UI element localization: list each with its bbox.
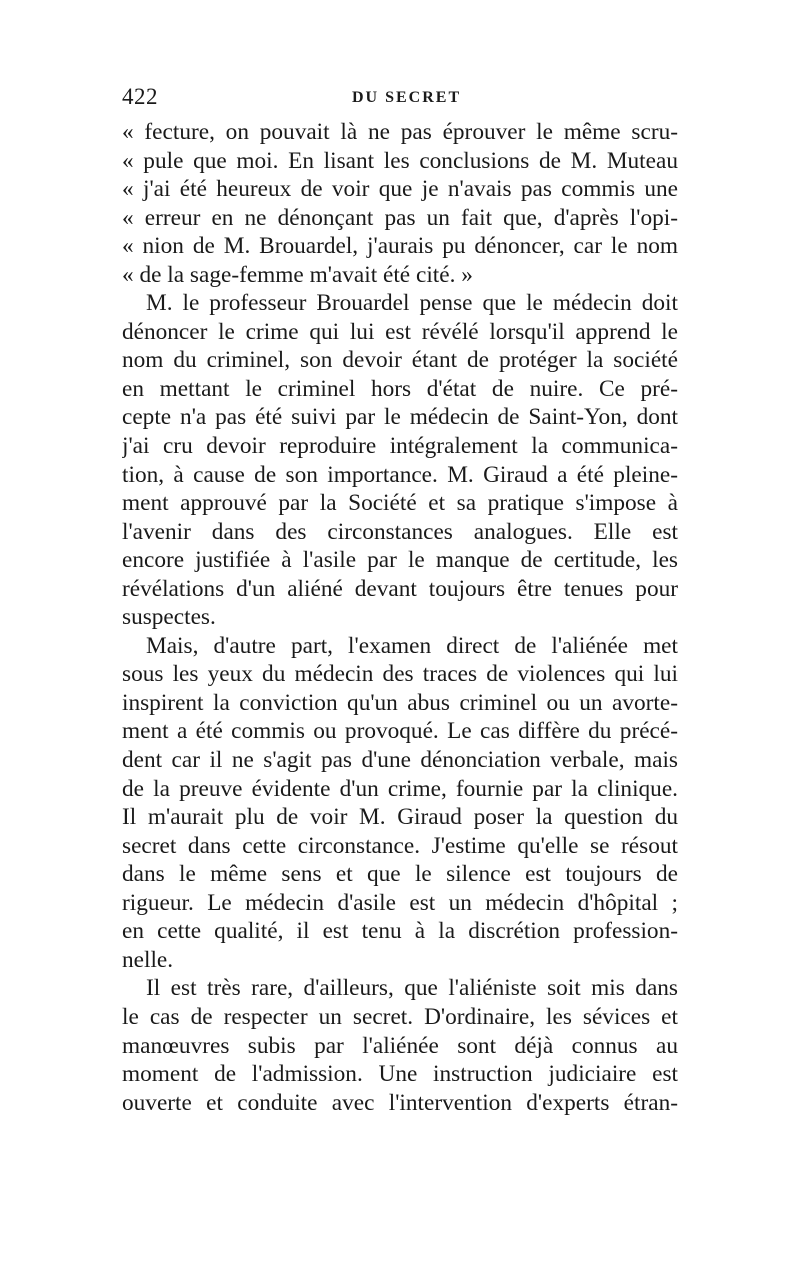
text-line: Il est très rare, d'ailleurs, que l'aliéniste soit mis dans [146,975,678,1002]
text-line: le cas de respecter un secret. D'ordinaire, les sévices et [122,1003,678,1030]
text-line: M. le professeur Brouardel pense que le médecin doit [146,290,678,317]
text-line: « pule que moi. En lisant les conclusions de M. Muteau [122,147,678,174]
text-line: encore justifiée à l'asile par le manque de certitude, les [122,547,678,574]
text-line: ment a été commis ou provoqué. Le cas diffère du précé- [122,718,678,745]
text-line: suspectes. [122,604,216,631]
text-line: l'avenir dans des circonstances analogues. Elle est [122,518,678,545]
text-line: « erreur en ne dénonçant pas un fait que, d'après l'opi- [122,204,678,231]
text-line: « nion de M. Brouardel, j'aurais pu dénoncer, car le nom [122,233,678,260]
text-line: « fecture, on pouvait là ne pas éprouver le même scru- [122,119,678,145]
text-line: rigueur. Le médecin d'asile est un médecin d'hôpital ; [122,889,678,916]
text-line: ouverte et conduite avec l'intervention d'experts étran- [122,1089,678,1116]
text-line: « j'ai été heureux de voir que je n'avais pas commis une [122,176,678,203]
text-line: en cette qualité, il est tenu à la discrétion profession- [122,918,678,945]
page-header [122,84,678,114]
text-line: inspirent la conviction qu'un abus criminel ou un avorte- [122,689,678,716]
text-line: secret dans cette circonstance. J'estime qu'elle se résout [122,832,678,859]
text-line: Mais, d'autre part, l'examen direct de l'aliénée met [146,632,678,659]
running-title: DU SECRET [352,89,462,106]
text-line: nom du criminel, son devoir étant de protéger la société [122,347,678,374]
text-line: révélations d'un aliéné devant toujours être tenues pour [122,575,678,602]
text-line: dans le même sens et que le silence est toujours de [122,861,678,888]
text-line: dénoncer le crime qui lui est révélé lorsqu'il apprend le [122,318,678,345]
text-line: manœuvres subis par l'aliénée sont déjà connus au [122,1032,678,1059]
text-line: cepte n'a pas été suivi par le médecin de Saint-Yon, dont [122,404,678,431]
text-line: tion, à cause de son importance. M. Giraud a été pleine- [122,461,678,488]
text-line: en mettant le criminel hors d'état de nuire. Ce pré- [122,375,678,402]
text-line: sous les yeux du médecin des traces de violences qui lui [122,661,678,688]
body-text [122,118,678,1117]
text-line: j'ai cru devoir reproduire intégralement la communica- [122,433,678,460]
page-number: 422 [122,84,158,109]
text-line: moment de l'admission. Une instruction judiciaire est [122,1061,678,1088]
text-line: ment approuvé par la Société et sa pratique s'impose à [122,490,678,517]
text-line: « de la sage-femme m'avait été cité. » [122,261,473,288]
text-line: Il m'aurait plu de voir M. Giraud poser la question du [122,804,678,831]
text-line: de la preuve évidente d'un crime, fournie par la clinique. [122,775,678,802]
text-line: nelle. [122,946,174,973]
text-line: dent car il ne s'agit pas d'une dénonciation verbale, mais [122,747,678,774]
